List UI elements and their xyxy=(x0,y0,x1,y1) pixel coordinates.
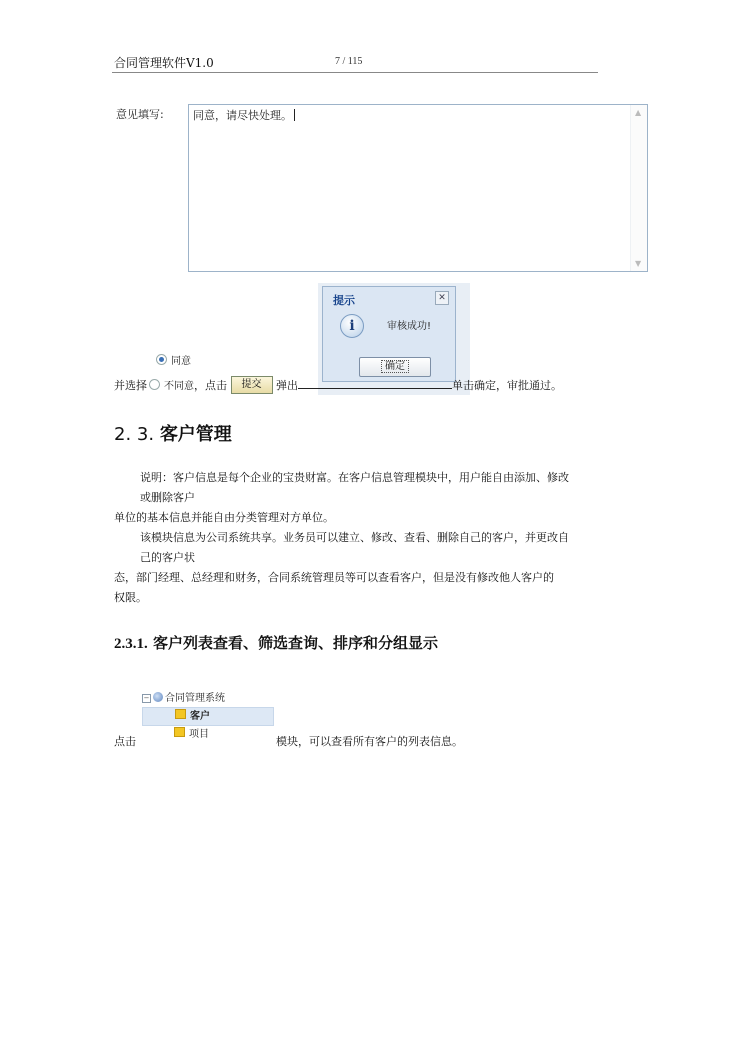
dialog-title: 提示 xyxy=(333,294,355,307)
folder-icon xyxy=(174,727,185,737)
subsection-number: 2.3.1. xyxy=(114,636,148,652)
radio-agree-option[interactable] xyxy=(156,352,191,367)
paragraph-line: 该模块信息为公司系统共享。业务员可以建立、修改、查看、删除自己的客户，并更改自 xyxy=(140,531,569,544)
paragraph-line: 权限。 xyxy=(114,591,147,604)
paragraph-line: 或删除客户 xyxy=(140,491,195,504)
section-title: 客户管理 xyxy=(159,424,232,445)
document-title: 合同管理软件V1.0 xyxy=(114,56,214,70)
opinion-textarea[interactable] xyxy=(188,104,648,272)
text-popup: 弹出 xyxy=(276,379,298,392)
ok-button-label: 确定 xyxy=(381,360,409,373)
click-suffix: 模块，可以查看所有客户的列表信息。 xyxy=(276,735,463,748)
tree-item-label: 项目 xyxy=(189,729,209,740)
paragraph-line: 己的客户状 xyxy=(140,551,195,564)
tree-root[interactable] xyxy=(142,690,274,707)
tree-item-customer[interactable] xyxy=(142,707,274,726)
scroll-down-icon[interactable]: ▼ xyxy=(635,259,642,268)
collapse-icon[interactable]: − xyxy=(143,694,150,702)
paragraph-line: 单位的基本信息并能自由分类管理对方单位。 xyxy=(114,511,334,524)
radio-disagree-label: 不同意 xyxy=(164,381,194,392)
tree-item-label: 客户 xyxy=(190,711,210,722)
scroll-up-icon[interactable]: ▲ xyxy=(635,108,642,117)
header-divider xyxy=(112,72,598,73)
radio-agree[interactable] xyxy=(156,354,167,365)
paragraph-line: 说明：客户信息是每个企业的宝贵财富。在客户信息管理模块中，用户能自由添加、修改 xyxy=(140,471,569,484)
paragraph-line: 态，部门经理、总经理和财务，合同系统管理员等可以查看客户，但是没有修改他人客户的 xyxy=(114,571,554,584)
page-number: 7 / 115 xyxy=(335,56,363,67)
section-number: 2. 3. xyxy=(114,424,155,445)
approval-instruction xyxy=(114,376,562,394)
subsection-title: 客户列表查看、筛选查询、排序和分组显示 xyxy=(152,634,438,652)
radio-agree-label: 同意 xyxy=(171,356,191,367)
module-tree xyxy=(142,690,274,743)
opinion-label: 意见填写: xyxy=(116,108,164,121)
section-heading-2-3-1 xyxy=(114,632,438,653)
click-prefix: 点击 xyxy=(114,735,136,748)
folder-icon xyxy=(175,709,186,719)
globe-icon xyxy=(153,692,163,702)
text-caret xyxy=(294,109,295,121)
text-before-radio: 并选择 xyxy=(114,379,147,392)
opinion-text: 同意，请尽快处理。 xyxy=(193,109,292,122)
tree-root-label: 合同管理系统 xyxy=(165,693,225,704)
textarea-scrollbar[interactable] xyxy=(630,105,647,271)
dialog-placeholder-line xyxy=(298,378,452,389)
success-dialog xyxy=(322,286,456,382)
info-icon: i xyxy=(340,314,364,338)
close-icon[interactable]: ✕ xyxy=(435,291,449,305)
text-click: ，点击 xyxy=(194,379,227,392)
radio-disagree[interactable] xyxy=(149,379,160,390)
text-after: 单击确定，审批通过。 xyxy=(452,379,562,392)
submit-button[interactable]: 提交 xyxy=(231,376,273,394)
section-heading-2-3 xyxy=(114,420,232,446)
tree-item-project[interactable] xyxy=(142,726,274,743)
dialog-message: 审核成功! xyxy=(387,321,432,332)
ok-button[interactable] xyxy=(359,357,431,377)
